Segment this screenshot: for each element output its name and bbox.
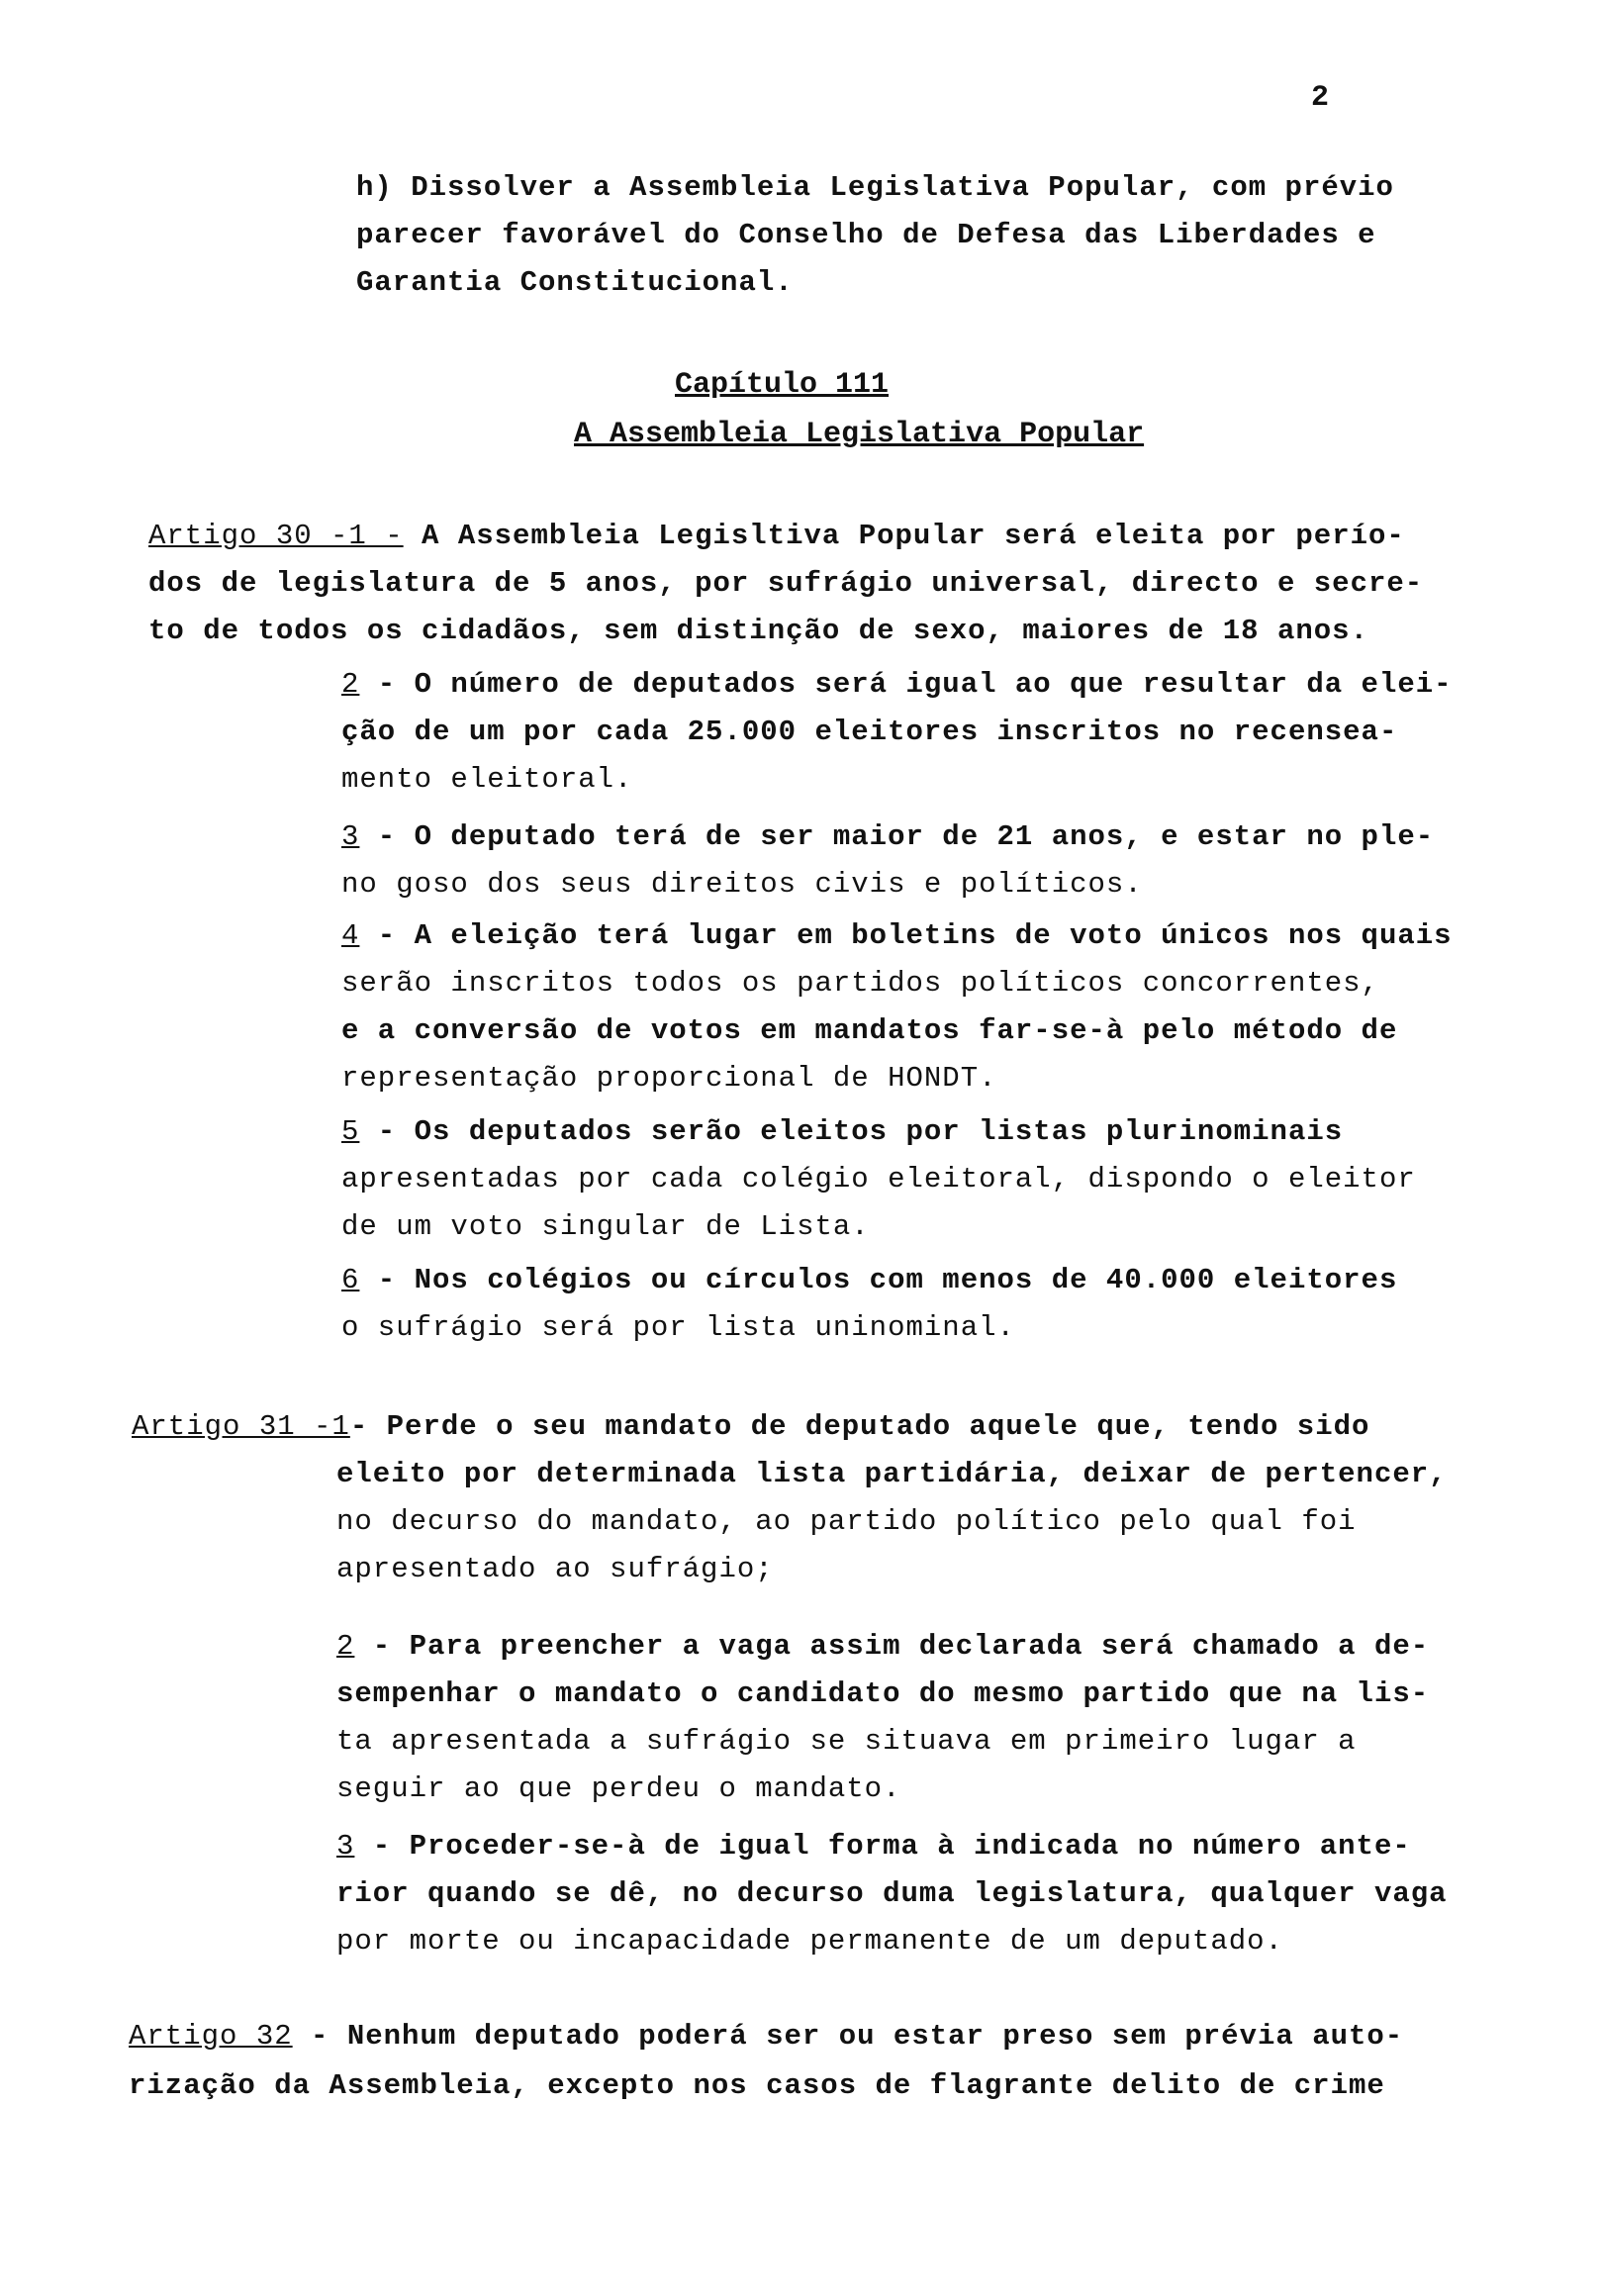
article-30-item-2-line-1: - O número de deputados será igual ao que resultar da elei- — [359, 668, 1453, 701]
article-32-line-2: rização da Assembleia, excepto nos casos de flagrante delito de crime — [129, 2069, 1385, 2102]
article-32-line-1: - Nenhum deputado poderá ser ou estar preso sem prévia auto- — [292, 2020, 1404, 2053]
article-30-item-2-line-2: ção de um por cada 25.000 eleitores inscritos no recenseа- — [341, 716, 1398, 748]
article-30-item-4-number: 4 — [341, 919, 360, 952]
article-30-item-6-number: 6 — [341, 1264, 360, 1296]
article-30-item-5 — [341, 1114, 1343, 1150]
item-h-line-3: Garantia Constitucional. — [356, 266, 794, 299]
article-31-item-2-line-1: - Para preencher a vaga assim declarada será chamado a de- — [354, 1630, 1430, 1663]
article-32-label: Artigo 32 — [129, 2020, 293, 2053]
article-30-item-3-line-1: - O deputado terá de ser maior de 21 anos, e estar no ple- — [359, 820, 1435, 853]
article-30-item-4-line-2: serão inscritos todos os partidos políticos concorrentes, — [341, 967, 1379, 1000]
article-31-item-3-number: 3 — [336, 1830, 355, 1863]
article-30-item-5-line-2: apresentadas por cada colégio eleitoral, dispondo o eleitor — [341, 1163, 1416, 1196]
article-31-item-2-number: 2 — [336, 1630, 355, 1663]
article-30-item-6-line-2: o sufrágio será por lista uninominal. — [341, 1311, 1015, 1344]
article-30-item-4-line-4: representação proporcional de HONDT. — [341, 1062, 997, 1095]
article-31-item-2 — [336, 1629, 1429, 1665]
article-30-item-2 — [341, 667, 1453, 703]
article-31-item-3 — [336, 1829, 1411, 1865]
article-31-line-3: no decurso do mandato, ao partido político pelo qual foi — [336, 1505, 1357, 1538]
article-30-item-2-line-3: mento eleitoral. — [341, 763, 633, 796]
article-30-line-3: to de todos os cidadãos, sem distinção de sexo, maiores de 18 anos. — [148, 615, 1368, 647]
article-30-item-4 — [341, 918, 1453, 954]
article-31-item-3-line-1: - Proceder-se-à de igual forma à indicada no número ante- — [354, 1830, 1411, 1863]
chapter-number: Capítulo 111 — [675, 368, 890, 402]
article-30-item-3 — [341, 819, 1434, 855]
article-31-item-3-line-3: por morte ou incapacidade permanente de um deputado. — [336, 1925, 1283, 1958]
article-30-item-2-number: 2 — [341, 668, 360, 701]
article-30-line-1: A Assembleia Legisltiva Popular será eleita por perío- — [422, 520, 1405, 552]
chapter-title: A Assembleia Legislativa Popular — [574, 418, 1145, 451]
article-30-item-3-number: 3 — [341, 820, 360, 853]
article-31-item-2-line-2: sempenhar o mandato o candidato do mesmo partido que na lis- — [336, 1677, 1430, 1710]
article-32-paragraph-1 — [129, 2019, 1403, 2055]
article-30-item-5-line-3: de um voto singular de Lista. — [341, 1210, 870, 1243]
article-30-item-3-line-2: no goso dos seus direitos civis e políticos. — [341, 868, 1143, 901]
item-h-line-2: parecer favorável do Conselho de Defesa das Liberdades e — [356, 219, 1376, 251]
article-30-line-2: dos de legislatura de 5 anos, por sufrágio universal, directo e secre- — [148, 567, 1424, 600]
article-30-item-4-line-1: - A eleição terá lugar em boletins de voto únicos nos quais — [359, 919, 1453, 952]
article-31-line-1: - Perde o seu mandato de deputado aquele que, tendo sido — [349, 1410, 1370, 1443]
article-31-item-3-line-2: rior quando se dê, no decurso duma legislatura, qualquer vaga — [336, 1877, 1448, 1910]
article-31-item-2-line-3: ta apresentada a sufrágio se situava em primeiro lugar a — [336, 1725, 1357, 1758]
page-number: 2 — [1311, 81, 1330, 115]
article-31-paragraph-1 — [132, 1409, 1369, 1445]
article-31-line-2: eleito por determinada lista partidária, deixar de pertencer, — [336, 1458, 1448, 1490]
article-30-item-6-line-1: - Nos colégios ou círculos com menos de 40.000 eleitores — [359, 1264, 1398, 1296]
article-30-paragraph-1 — [148, 519, 1405, 554]
article-30-item-6 — [341, 1263, 1397, 1298]
article-30-item-4-line-3: e a conversão de votos em mandatos far-se-à pelo método de — [341, 1014, 1398, 1047]
article-31-item-2-line-4: seguir ao que perdeu o mandato. — [336, 1772, 901, 1805]
article-30-item-5-number: 5 — [341, 1115, 360, 1148]
item-h-line-1: h) Dissolver a Assembleia Legislativa Popular, com prévio — [356, 171, 1394, 204]
article-31-label: Artigo 31 -1 — [132, 1410, 350, 1443]
article-30-label: Artigo 30 -1 - — [148, 520, 404, 552]
article-30-item-5-line-1: - Os deputados serão eleitos por listas plurinominais — [359, 1115, 1344, 1148]
article-31-line-4: apresentado ao sufrágio; — [336, 1553, 774, 1585]
